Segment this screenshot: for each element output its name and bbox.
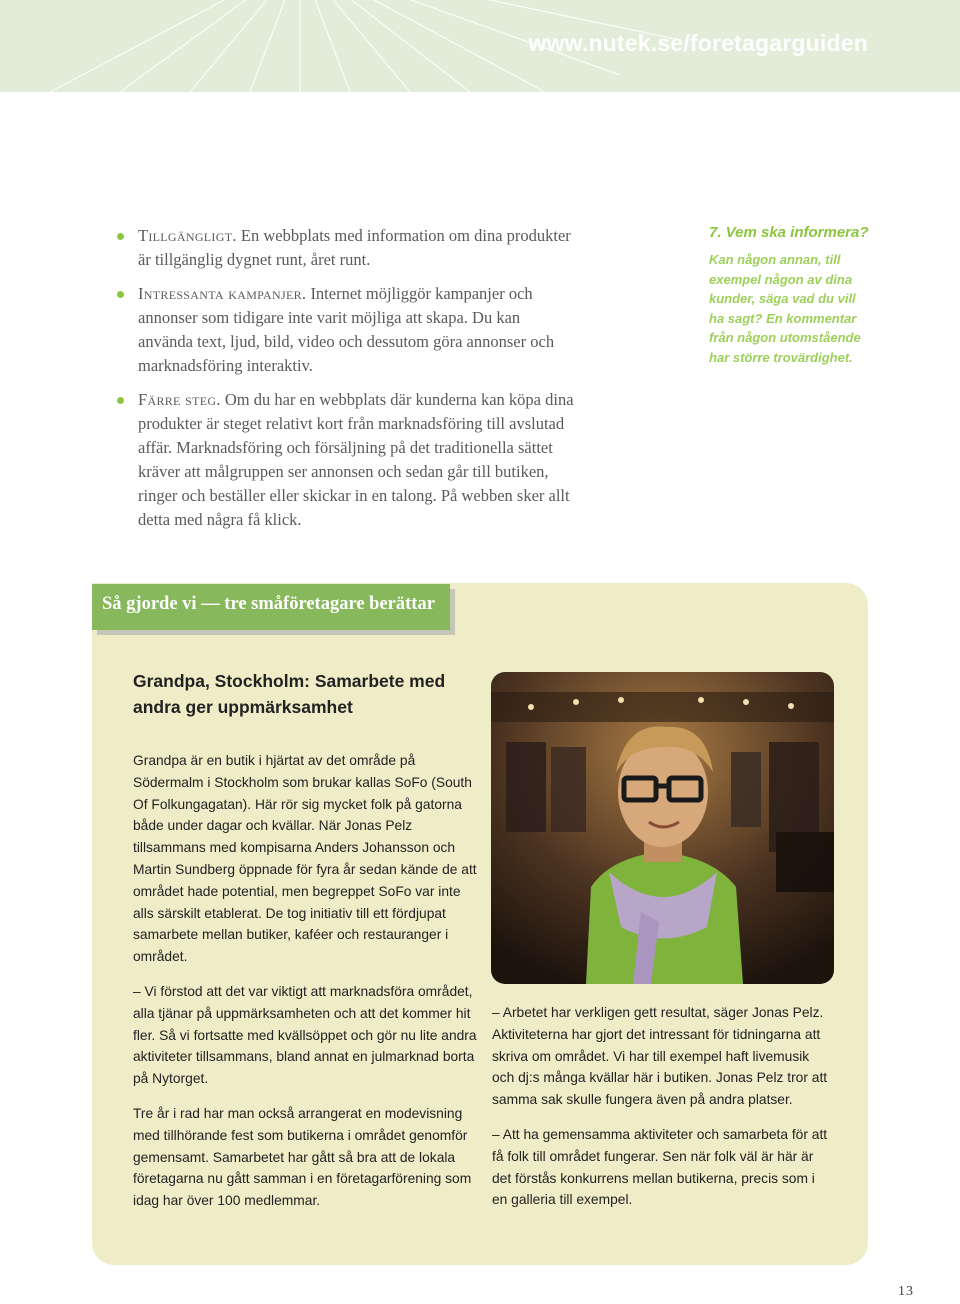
list-item-text: En webbplats med information om dina produkter är tillgänglig dygnet runt, året runt. [138,226,571,269]
story-column-left [133,750,478,1225]
header-url[interactable]: www.nutek.se/foretagarguiden [528,30,868,56]
header-band [0,0,960,92]
list-item-term: Färre steg. [138,390,221,409]
sidebar-tip [709,224,869,367]
story-paragraph: Tre år i rad har man också arrangerat en modevisning med tillhörande fest som butikerna i området genomför gemensamt. Samarbetet har gått så bra att de lokala företagarna nu gått samman i en företagarförening som idag har över 100 medlemmar. [133,1105,472,1209]
list-item [117,282,577,378]
list-item-term: Tillgängligt. [138,226,237,245]
bullet-dot-icon [117,397,124,404]
story-paragraph: – Att ha gemensamma aktiviteter och samarbeta för att få folk till området fungerar. Sen när folk väl är här är det förstås konkurrens mellan butikerna, precis som i en galleria till exempel. [492,1126,828,1208]
bullet-dot-icon [117,291,124,298]
story-title: Grandpa, Stockholm: Samarbete med andra ger uppmärksamhet [133,671,446,717]
page-number: 13 [898,1284,914,1299]
banner-title: Så gjorde vi — tre småföretagare berättar [102,594,435,614]
story-column-right [492,1002,832,1224]
list-item-text: Om du har en webbplats där kunderna kan köpa dina produkter är steget relativt kort från marknadsföring till avslutad affär. Marknadsföring och försäljning på det traditionella sättet kräver att målgruppen ser annonsen och sedan går till butiken, ringer och beställer eller skickar in en talong. På webben sker allt detta med några få klick. [138,390,574,529]
list-item-term: Intressanta kampanjer. [138,284,307,303]
section-banner [92,584,450,630]
sidebar-title: 7. Vem ska informera? [709,224,869,241]
list-item [117,388,577,532]
story-paragraph: Grandpa är en butik i hjärtat av det område på Södermalm i Stockholm som brukar kallas SoFo (South Of Folkungagatan). Här rör sig mycket folk på gatorna både under dagar och kvällar. När Jonas Pelz tillsammans med kompisarna Anders Johansson och Martin Sundberg öppnade för fyra år sedan kände de att området hade potential, men begreppet SoFo var inte alls särskilt etablerat. De tog initiativ till ett fördjupat samarbete mellan butiker, kaféer och restauranger i området. [133,753,477,965]
story-paragraph: – Vi förstod att det var viktigt att marknadsföra området, alla tjänar på uppmärksamheten och att det kommer hit fler. Så vi fortsatte med kvällsöppet och gör nu lite andra aktiviteter tillsammans, bland annat en julmarknad borta på Nytorget. [133,983,477,1087]
story-paragraph: – Arbetet har verkligen gett resultat, säger Jonas Pelz. Aktiviteterna har gjort det intressant för tidningarna att skriva om området. Vi har till exempel haft livemusik och dj:s många kvällar här i butiken. Jonas Pelz tror att samma sak skulle fungera även på andra platser. [492,1005,828,1108]
portrait-photo [491,672,834,984]
bullet-dot-icon [117,233,124,240]
list-item-text: Internet möjliggör kampanjer och annonser som tidigare inte varit möjliga att skapa. Du kan använda text, ljud, bild, video och dessutom göra annonser och marknadsföring interaktiv. [138,284,555,375]
list-item [117,224,577,272]
sidebar-text: Kan någon annan, till exempel någon av dina kunder, säga vad du vill ha sagt? En kommentar från någon utomstående har större trovärdighet. [709,252,861,365]
benefit-list [117,224,577,542]
